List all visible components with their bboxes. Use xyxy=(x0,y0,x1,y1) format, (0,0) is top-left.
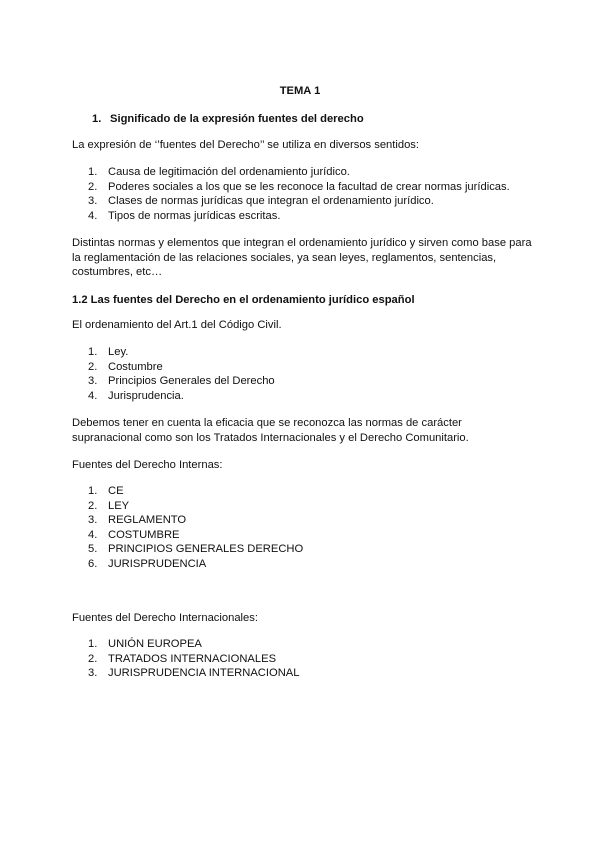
list-number: 2. xyxy=(88,360,98,373)
list-item: 3. REGLAMENTO xyxy=(88,514,187,527)
list-number: 4. xyxy=(88,528,98,541)
list-number: 4. xyxy=(88,209,98,222)
list-item: 1. CE xyxy=(88,485,124,497)
list-number: 5. xyxy=(88,543,98,556)
list-number: 1. xyxy=(88,485,98,497)
list-item: 4. Jurisprudencia. xyxy=(88,389,184,402)
intro-paragraph: La expresión de ‘’fuentes del Derecho’’ se utiliza en diversos sentidos: xyxy=(72,139,420,151)
supranational-paragraph: Debemos tener en cuenta la eficacia que se reconozca las normas de carácter supranacional como son los Tratados Internacionales y el Derecho Comunitario. xyxy=(72,417,469,444)
list-item: 2. Poderes sociales a los que se les reconoce la facultad de crear normas jurídicas. xyxy=(88,180,510,193)
section-1-heading: Significado de la expresión fuentes del derecho xyxy=(110,113,364,125)
list-number: 2. xyxy=(88,180,98,193)
art1-list xyxy=(88,345,275,403)
list-item: 1. Causa de legitimación del ordenamiento jurídico. xyxy=(88,166,350,178)
art1-intro: El ordenamiento del Art.1 del Código Civil. xyxy=(72,319,282,331)
list-item: 1. UNIÓN EUROPEA xyxy=(88,638,202,650)
list-item: 6. JURISPRUDENCIA xyxy=(88,557,207,570)
list-number: 6. xyxy=(88,557,98,570)
list-item: 2. Costumbre xyxy=(88,360,163,373)
senses-list xyxy=(88,165,510,223)
list-item: 4. COSTUMBRE xyxy=(88,528,180,541)
section-2-heading: 1.2 Las fuentes del Derecho en el ordenamiento jurídico español xyxy=(72,294,415,306)
list-number: 3. xyxy=(88,195,98,208)
list-number: 1. xyxy=(88,638,98,650)
page-title: TEMA 1 xyxy=(279,85,321,97)
list-number: 3. xyxy=(88,514,98,527)
list-number: 2. xyxy=(88,499,98,512)
list-number: 1. xyxy=(88,346,98,358)
list-item: 4. Tipos de normas jurídicas escritas. xyxy=(88,209,281,222)
list-number: 2. xyxy=(88,652,98,665)
list-number: 3. xyxy=(88,667,98,680)
list-item: 2. TRATADOS INTERNACIONALES xyxy=(88,652,277,665)
section-1-number: 1. xyxy=(92,113,102,125)
list-item: 3. Principios Generales del Derecho xyxy=(88,375,275,388)
list-item: 2. LEY xyxy=(88,499,130,512)
list-item: 5. PRINCIPIOS GENERALES DERECHO xyxy=(88,543,304,556)
internal-intro: Fuentes del Derecho Internas: xyxy=(72,459,223,471)
list-number: 3. xyxy=(88,375,98,388)
international-intro: Fuentes del Derecho Internacionales: xyxy=(72,612,258,624)
list-number: 1. xyxy=(88,166,98,178)
definition-paragraph: Distintas normas y elementos que integran el ordenamiento jurídico y sirven como base para la reglamentación de las relaciones sociales, ya sean leyes, reglamentos, sentencias, costumbres, etc… xyxy=(72,237,532,279)
internal-sources-list xyxy=(88,484,303,572)
list-item: 3. Clases de normas jurídicas que integran el ordenamiento jurídico. xyxy=(88,195,434,208)
international-sources-list xyxy=(88,637,299,681)
list-item: 3. JURISPRUDENCIA INTERNACIONAL xyxy=(88,667,300,680)
list-number: 4. xyxy=(88,389,98,402)
list-item: 1. Ley. xyxy=(88,346,129,358)
